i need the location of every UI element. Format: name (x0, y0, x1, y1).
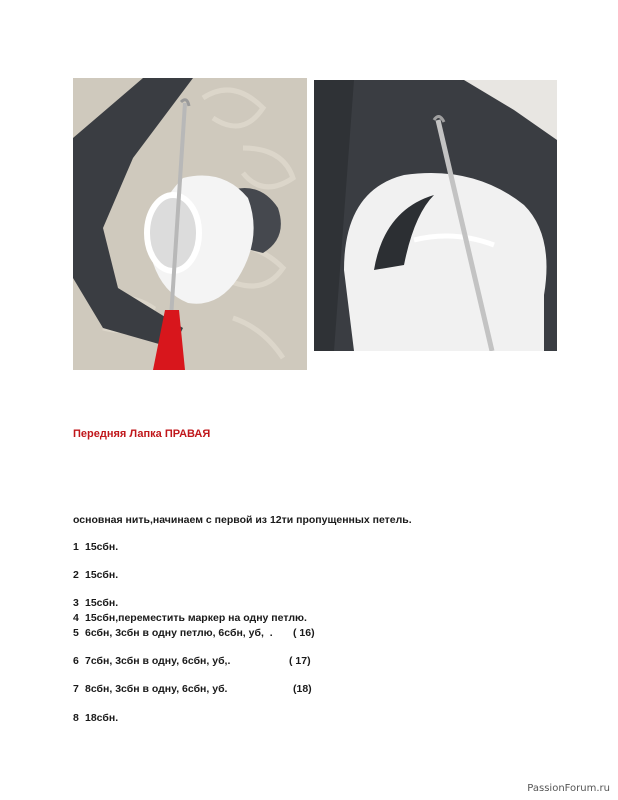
crochet-photo-right (314, 80, 557, 351)
row-text: 7сбн, 3сбн в одну, 6сбн, уб,. (85, 655, 231, 667)
row-text: 8сбн, 3сбн в одну, 6сбн, уб. (85, 683, 228, 695)
row-count: (18) (293, 683, 312, 695)
row-number: 6 (73, 655, 79, 667)
crochet-photo-left (73, 78, 307, 370)
row-number: 1 (73, 541, 79, 553)
row-number: 4 (73, 612, 79, 624)
photo-left (73, 78, 307, 370)
photo-right (314, 80, 557, 351)
row-5 (73, 627, 373, 639)
row-number: 5 (73, 627, 79, 639)
row-1 (73, 541, 118, 553)
row-number: 3 (73, 597, 79, 609)
row-2 (73, 569, 118, 581)
row-7 (73, 683, 373, 695)
intro-text: основная нить,начинаем с первой из 12ти пропущенных петель. (73, 514, 412, 526)
section-title: Передняя Лапка ПРАВАЯ (73, 428, 211, 440)
row-4 (73, 612, 307, 624)
watermark: PassionForum.ru (527, 783, 610, 794)
row-number: 7 (73, 683, 79, 695)
row-number: 2 (73, 569, 79, 581)
row-count: ( 16) (293, 627, 315, 639)
row-count: ( 17) (289, 655, 311, 667)
row-8 (73, 712, 118, 724)
row-text: 6сбн, 3сбн в одну петлю, 6сбн, уб, . (85, 627, 273, 639)
row-text: 15сбн. (85, 569, 119, 581)
row-6 (73, 655, 373, 667)
row-text: 15сбн. (85, 597, 119, 609)
row-3 (73, 597, 118, 609)
row-text: 15сбн. (85, 541, 119, 553)
row-text: 18сбн. (85, 712, 119, 724)
row-text: 15сбн,переместить маркер на одну петлю. (85, 612, 307, 624)
row-number: 8 (73, 712, 79, 724)
